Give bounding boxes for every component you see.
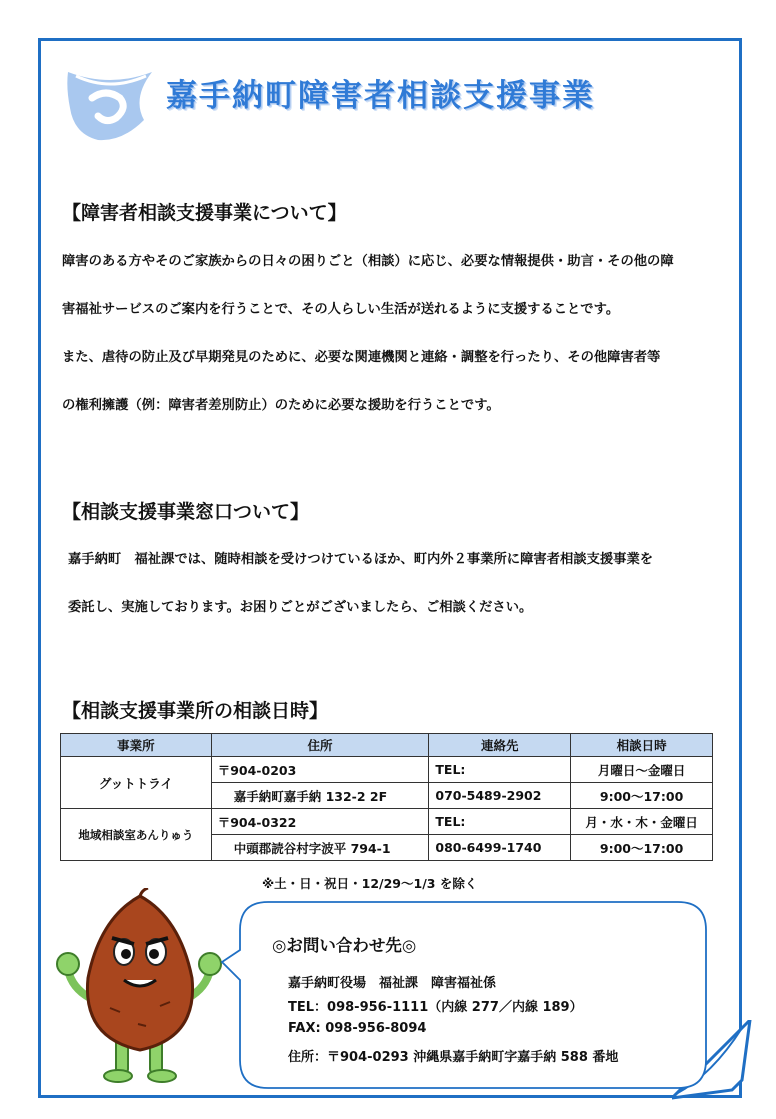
office-address: 嘉手納町嘉手納 132-2 2F — [211, 783, 429, 809]
office-tel: 070-5489-2902 — [429, 783, 571, 809]
office-days: 月・水・木・金曜日 — [571, 809, 713, 835]
section-heading-window: 【相談支援事業窓口ついて】 — [62, 501, 310, 523]
contact-office: 嘉手納町役場 福祉課 障害福祉係 — [288, 976, 497, 991]
contact-address: 住所：〒904-0293 沖縄県嘉手納町字嘉手納 588 番地 — [288, 1050, 619, 1065]
about-line: 害福祉サービスのご案内を行うことで、その人らしい生活が送れるように支援することです。 — [62, 302, 620, 317]
column-header-hours: 相談日時 — [571, 734, 713, 757]
office-name: 地域相談室あんりゅう — [61, 809, 212, 861]
schedule-table — [60, 733, 713, 861]
section-heading-schedule: 【相談支援事業所の相談日時】 — [62, 700, 329, 722]
office-tel: 080-6499-1740 — [429, 835, 571, 861]
contact-tel: TEL：098-956-1111（内線 277／内線 189） — [288, 1000, 583, 1015]
office-address: 中頭郡読谷村字波平 794-1 — [211, 835, 429, 861]
window-line: 委託し、実施しております。お困りごとがございましたら、ご相談ください。 — [68, 600, 533, 615]
about-line: また、虐待の防止及び早期発見のために、必要な関連機関と連絡・調整を行ったり、その他障害者等 — [62, 350, 661, 365]
table-header-row — [61, 734, 713, 757]
office-tel-label: TEL: — [429, 757, 571, 783]
page-title: 嘉手納町障害者相談支援事業 — [166, 78, 595, 114]
office-postal: 〒904-0203 — [211, 757, 429, 783]
contact-title: ◎お問い合わせ先◎ — [272, 936, 417, 955]
office-postal: 〒904-0322 — [211, 809, 429, 835]
window-paragraph — [68, 536, 748, 632]
about-line: の権利擁護（例：障害者差別防止）のために必要な援助を行うことです。 — [62, 398, 500, 413]
column-header-contact: 連絡先 — [429, 734, 571, 757]
about-paragraph — [62, 238, 742, 430]
office-hours: 9:00～17:00 — [571, 783, 713, 809]
column-header-address: 住所 — [211, 734, 429, 757]
section-heading-about: 【障害者相談支援事業について】 — [62, 202, 347, 224]
contact-fax: FAX: 098-956-8094 — [288, 1021, 427, 1036]
column-header-office: 事業所 — [61, 734, 212, 757]
town-emblem-logo — [62, 58, 158, 144]
window-line: 嘉手納町 福祉課では、随時相談を受けつけているほか、町内外２事業所に障害者相談支援事業を — [68, 552, 654, 567]
office-hours: 9:00～17:00 — [571, 835, 713, 861]
table-row — [61, 809, 713, 835]
sweet-potato-mascot-icon — [50, 888, 230, 1083]
office-name: グットトライ — [61, 757, 212, 809]
office-days: 月曜日～金曜日 — [571, 757, 713, 783]
holiday-note: ※土・日・祝日・12/29～1/3 を除く — [262, 876, 478, 891]
table-row — [61, 757, 713, 783]
about-line: 障害のある方やそのご家族からの日々の困りごと（相談）に応じ、必要な情報提供・助言・その他の障 — [62, 254, 674, 269]
office-tel-label: TEL: — [429, 809, 571, 835]
